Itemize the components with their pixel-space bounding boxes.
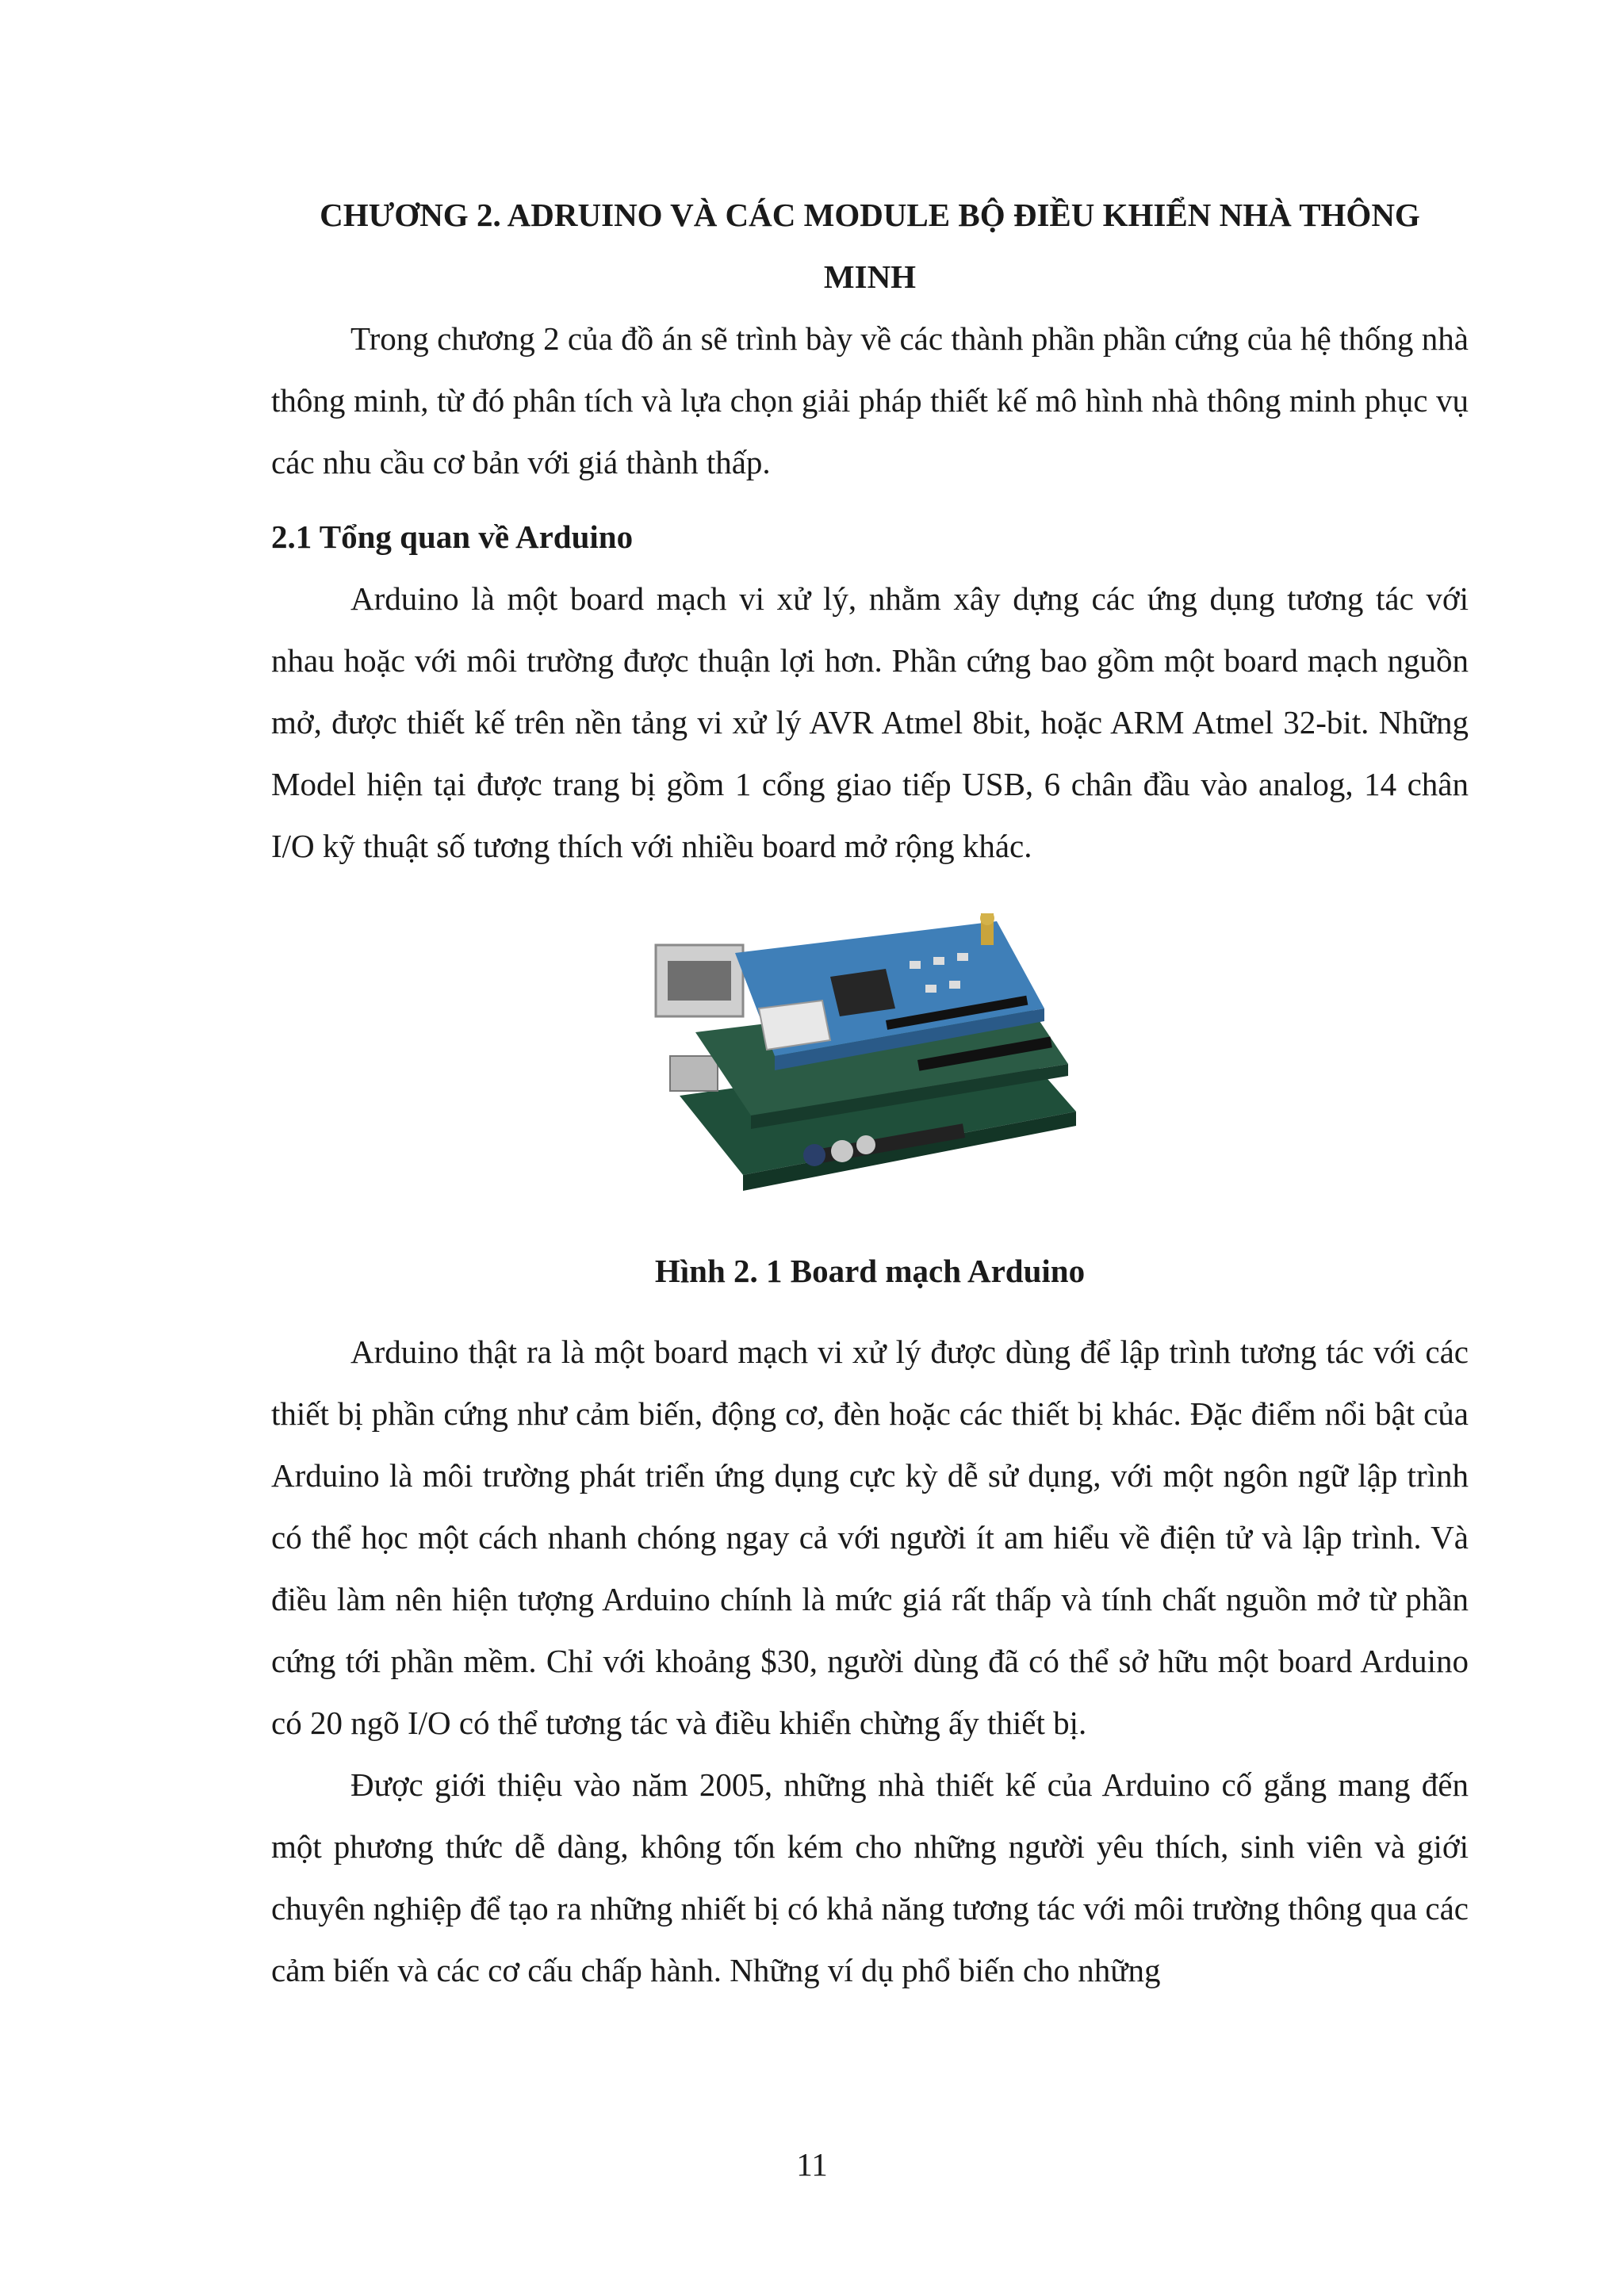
arduino-board-image <box>648 913 1092 1215</box>
page-number: 11 <box>796 2146 828 2183</box>
paragraph-description: Arduino thật ra là một board mạch vi xử lý được dùng để lập trình tương tác với các thiết bị phần cứng như cảm biến, động cơ, đèn hoặc các thiết bị khác. Đặc điểm nổi bật của Arduino là môi trường phát triển ứng dụng cực kỳ dễ sử dụng, với một ngôn ngữ lập trình có thể học một cách nhanh chóng ngay cả với người ít am hiểu về điện tử và lập trình. Và điều làm nên hiện tượng Arduino chính là mức giá rất thấp và tính chất nguồn mở từ phần cứng tới phần mềm. Chỉ với khoảng $30, người dùng đã có thể sở hữu một board Arduino có 20 ngõ I/O có thể tương tác và điều khiển chừng ấy thiết bị. <box>271 1334 1469 1741</box>
arduino-board-figure <box>648 913 1092 1215</box>
chapter-title: CHƯƠNG 2. ADRUINO VÀ CÁC MODULE BỘ ĐIỀU KHIỂN NHÀ THÔNG MINH <box>320 197 1420 295</box>
paragraph-history: Được giới thiệu vào năm 2005, những nhà thiết kế của Arduino cố gắng mang đến một phương thức dễ dàng, không tốn kém cho những người yêu thích, sinh viên và giới chuyên nghiệp để tạo ra những nhiết bị có khả năng tương tác với môi trường thông qua các cảm biến và các cơ cấu chấp hành. Những ví dụ phổ biến cho những <box>271 1766 1469 1988</box>
paragraph-overview: Arduino là một board mạch vi xử lý, nhằm xây dựng các ứng dụng tương tác với nhau hoặc với môi trường được thuận lợi hơn. Phần cứng bao gồm một board mạch nguồn mở, được thiết kế trên nền tảng vi xử lý AVR Atmel 8bit, hoặc ARM Atmel 32-bit. Những Model hiện tại được trang bị gồm 1 cổng giao tiếp USB, 6 chân đầu vào analog, 14 chân I/O kỹ thuật số tương thích với nhiều board mở rộng khác. <box>271 580 1469 864</box>
intro-paragraph: Trong chương 2 của đồ án sẽ trình bày về các thành phần phần cứng của hệ thống nhà thông minh, từ đó phân tích và lựa chọn giải pháp thiết kế mô hình nhà thông minh phục vụ các nhu cầu cơ bản với giá thành thấp. <box>271 320 1469 480</box>
page-content <box>271 184 1469 2001</box>
section-heading: 2.1 Tổng quan về Arduino <box>271 519 634 555</box>
figure-caption: Hình 2. 1 Board mạch Arduino <box>654 1253 1086 1289</box>
